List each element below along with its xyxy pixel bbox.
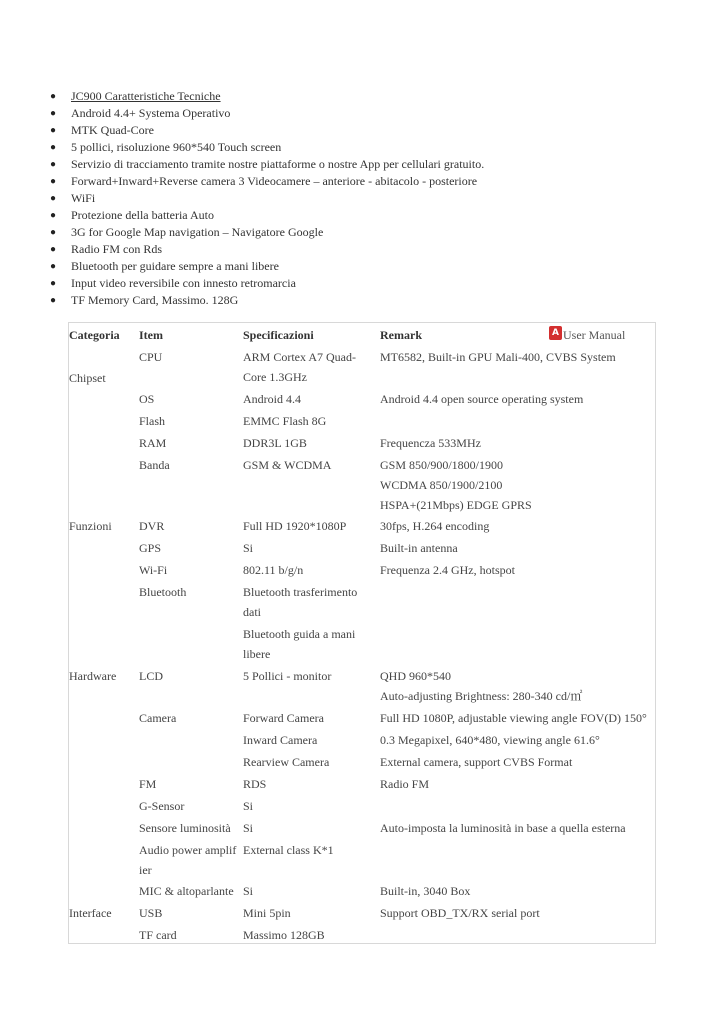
remark-cell: MT6582, Built-in GPU Mali-400, CVBS System: [380, 350, 616, 364]
remark-cell: Auto-imposta la luminosità in base a quella esterna: [380, 821, 626, 835]
feature-text: TF Memory Card, Massimo. 128G: [71, 293, 239, 307]
spec-cell: Forward Camera: [243, 711, 324, 725]
remark-cell: Radio FM: [380, 777, 430, 791]
item-cell: Audio power amplif: [139, 843, 237, 857]
remark-cell: External camera, support CVBS Format: [380, 755, 573, 769]
feature-text: Servizio di tracciamento tramite nostre piattaforme o nostre App per cellulari gratuito.: [71, 157, 485, 171]
spec-cell: Core 1.3GHz: [243, 370, 307, 384]
bullet-icon: ●: [50, 244, 57, 255]
remark-cell: Android 4.4 open source operating system: [380, 392, 584, 406]
remark-cell: Built-in, 3040 Box: [380, 884, 471, 898]
remark-cell: Support OBD_TX/RX serial port: [380, 906, 540, 920]
category-cell: Hardware: [69, 669, 117, 683]
remark-cell: Frequencza 533MHz: [380, 436, 481, 450]
spec-cell: Bluetooth guida a mani: [243, 627, 356, 641]
remark-cell: Full HD 1080P, adjustable viewing angle FOV(D) 150°: [380, 711, 647, 725]
header-categoria: Categoria: [69, 328, 120, 342]
feature-list-item: [44, 122, 484, 139]
feature-list-item: [44, 275, 484, 292]
bullet-icon: ●: [50, 210, 57, 221]
feature-text: Forward+Inward+Reverse camera 3 Videocamere – anteriore - abitacolo - posteriore: [71, 174, 478, 188]
category-cell: Funzioni: [69, 519, 112, 533]
feature-list-item: [44, 258, 484, 275]
feature-list: [44, 88, 484, 309]
item-cell: DVR: [139, 519, 165, 533]
header-specificazioni: Specificazioni: [243, 328, 314, 342]
item-cell: Banda: [139, 458, 170, 472]
bullet-icon: ●: [50, 125, 57, 136]
spec-cell: Massimo 128GB: [243, 928, 325, 942]
feature-list-item: [44, 173, 484, 190]
remark-cell: Auto-adjusting Brightness: 280-340 cd/㎡: [380, 689, 583, 703]
item-cell: LCD: [139, 669, 163, 683]
bullet-icon: ●: [50, 142, 57, 153]
feature-text: 3G for Google Map navigation – Navigatore Google: [71, 225, 324, 239]
item-cell: FM: [139, 777, 157, 791]
spec-cell: Si: [243, 799, 254, 813]
bullet-icon: ●: [50, 278, 57, 289]
spec-cell: Mini 5pin: [243, 906, 291, 920]
item-cell: GPS: [139, 541, 162, 555]
item-cell: RAM: [139, 436, 167, 450]
pdf-icon[interactable]: A: [549, 326, 562, 340]
feature-list-item: [44, 241, 484, 258]
item-cell: CPU: [139, 350, 163, 364]
spec-cell: DDR3L 1GB: [243, 436, 307, 450]
spec-cell: Full HD 1920*1080P: [243, 519, 347, 533]
spec-cell: EMMC Flash 8G: [243, 414, 327, 428]
item-cell: TF card: [139, 928, 177, 942]
feature-text: WiFi: [71, 191, 96, 205]
feature-list-item: [44, 207, 484, 224]
feature-text: Android 4.4+ Systema Operativo: [71, 106, 231, 120]
spec-cell: dati: [243, 605, 261, 619]
feature-text: MTK Quad-Core: [71, 123, 154, 137]
feature-list-item: [44, 139, 484, 156]
bullet-icon: ●: [50, 295, 57, 306]
spec-cell: GSM & WCDMA: [243, 458, 332, 472]
feature-text: Input video reversibile con innesto retromarcia: [71, 276, 296, 290]
feature-list-item: [44, 190, 484, 207]
header-item: Item: [139, 328, 163, 342]
spec-cell: Bluetooth trasferimento: [243, 585, 358, 599]
spec-cell: External class K*1: [243, 843, 334, 857]
spec-cell: RDS: [243, 777, 267, 791]
remark-cell: Built-in antenna: [380, 541, 458, 555]
feature-list-item: [44, 105, 484, 122]
spec-cell: Inward Camera: [243, 733, 318, 747]
spec-cell: ARM Cortex A7 Quad-: [243, 350, 356, 364]
spec-title-link[interactable]: JC900 Caratteristiche Tecniche: [71, 89, 221, 103]
spec-cell: Rearview Camera: [243, 755, 330, 769]
feature-text: 5 pollici, risoluzione 960*540 Touch screen: [71, 140, 282, 154]
bullet-icon: ●: [50, 108, 57, 119]
feature-list-item: [44, 224, 484, 241]
item-cell: G-Sensor: [139, 799, 185, 813]
item-cell: ier: [139, 863, 152, 877]
category-cell: Interface: [69, 906, 112, 920]
feature-text: Protezione della batteria Auto: [71, 208, 214, 222]
header-remark: Remark: [380, 328, 422, 342]
remark-cell: 30fps, H.264 encoding: [380, 519, 490, 533]
remark-cell: WCDMA 850/1900/2100: [380, 478, 503, 492]
spec-cell: 5 Pollici - monitor: [243, 669, 332, 683]
spec-cell: 802.11 b/g/n: [243, 563, 304, 577]
feature-text: Radio FM con Rds: [71, 242, 163, 256]
remark-cell: Frequenza 2.4 GHz, hotspot: [380, 563, 515, 577]
item-cell: Bluetooth: [139, 585, 187, 599]
bullet-icon: ●: [50, 261, 57, 272]
bullet-icon: ●: [50, 91, 57, 102]
bullet-icon: ●: [50, 176, 57, 187]
feature-text: Bluetooth per guidare sempre a mani libere: [71, 259, 279, 273]
feature-list-item: [44, 88, 484, 105]
remark-cell: 0.3 Megapixel, 640*480, viewing angle 61.6°: [380, 733, 600, 747]
item-cell: OS: [139, 392, 155, 406]
spec-cell: Si: [243, 821, 254, 835]
spec-cell: Android 4.4: [243, 392, 301, 406]
spec-cell: Si: [243, 884, 254, 898]
spec-cell: libere: [243, 647, 271, 661]
item-cell: Camera: [139, 711, 177, 725]
feature-list-item: [44, 292, 484, 309]
remark-cell: QHD 960*540: [380, 669, 451, 683]
bullet-icon: ●: [50, 227, 57, 238]
remark-cell: HSPA+(21Mbps) EDGE GPRS: [380, 498, 532, 512]
category-cell: Chipset: [69, 371, 106, 385]
item-cell: Sensore luminosità: [139, 821, 231, 835]
item-cell: USB: [139, 906, 163, 920]
user-manual-link[interactable]: User Manual: [563, 328, 626, 342]
feature-list-item: [44, 156, 484, 173]
item-cell: MIC & altoparlante: [139, 884, 234, 898]
spec-cell: Si: [243, 541, 254, 555]
bullet-icon: ●: [50, 159, 57, 170]
remark-cell: GSM 850/900/1800/1900: [380, 458, 504, 472]
item-cell: Flash: [139, 414, 166, 428]
bullet-icon: ●: [50, 193, 57, 204]
item-cell: Wi-Fi: [139, 563, 168, 577]
